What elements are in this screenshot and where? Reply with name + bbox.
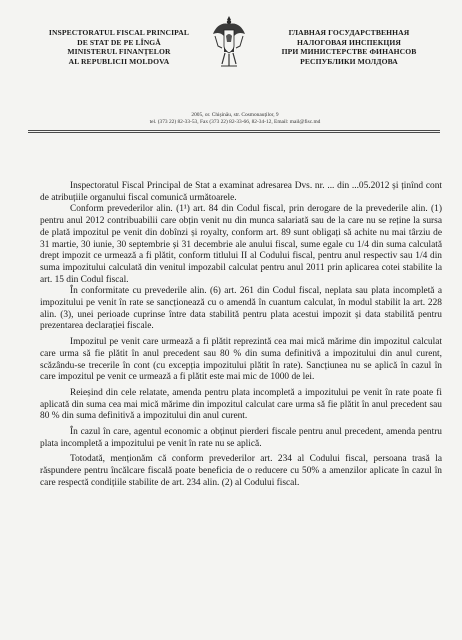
coat-of-arms-icon bbox=[212, 12, 246, 74]
body-paragraph: Totodată, menționăm că conform prevederilor art. 234 al Codului fiscal, persoana trasă la răspundere pentru încălcare fiscală poate beneficia de o reducere cu 50% a amenzilor aplicate în cazul în care respectă condițiile stabilite de art. 234 alin. (2) al Codului fiscal. bbox=[40, 454, 442, 488]
header-left-line: INSPECTORATUL FISCAL PRINCIPAL bbox=[48, 28, 190, 37]
body-paragraph: În conformitate cu prevederile alin. (6) art. 261 din Codul fiscal, neplata sau plata incompletă a impozitului pe venit în rate se sancționează cu o amendă în cuantum calculat, în modul stabilit la art. 228 alin. (3), unei perioade cuprinse între data stabilită pentru plata acestui impozit și data stabilită pentru prezentarea declarației fiscale. bbox=[40, 286, 442, 332]
header-divider-thin bbox=[28, 132, 440, 133]
header-right-line: РЕСПУБЛИКИ МОЛДОВА bbox=[300, 56, 398, 66]
header-divider bbox=[28, 130, 440, 131]
body-paragraph: În cazul în care, agentul economic a obținut pierderi fiscale pentru anul precedent, amenda pentru plata incompletă a impozitului pe venit în rate nu se aplică. bbox=[40, 427, 442, 449]
header-left-line: DE STAT DE PE LÎNGĂ bbox=[77, 37, 161, 47]
body-paragraph: Reieșind din cele relatate, amenda pentru plata incompletă a impozitului pe venit în rate poate fi aplicată din suma cea mai mică mărime din impozitul calculat care urma să fie plătit în anul precedent sau 80 % din suma definitivă a impozitului din anul curent. bbox=[40, 387, 442, 422]
header-right-line: ГЛАВНАЯ ГОСУДАРСТВЕННАЯ bbox=[288, 28, 410, 37]
header-left-institution bbox=[34, 28, 204, 66]
header-right-institution bbox=[264, 28, 434, 66]
header-right-line: ПРИ МИНИСТЕРСТВЕ ФИНАНСОВ bbox=[281, 47, 417, 57]
body-paragraph: Conform prevederilor alin. (1¹) art. 84 din Codul fiscal, prin derogare de la prevederile alin. (1) pentru anul 2012 contribuabilii care obțin venit nu din munca salariată sau de la care nu se reține la sursa de plată impozitul pe venit din dobînzi și royalty, conform art. 89 sunt obligați să achite nu mai târziu de 31 martie, 30 iunie, 30 septembrie și 31 decembrie ale anului fiscal, sume egale cu 1/4 din suma calculată drept impozit ce urmează a fi plătit, conform titlului II al Codului fiscal, pentru anul respectiv sau 1/4 din suma impozitului calculată din venitul impozabil calculat pentru anul 2011 prin aplicarea cotei stabilite la art. 15 din Codul fiscal. bbox=[40, 204, 442, 285]
body-paragraph: Impozitul pe venit care urmează a fi plătit reprezintă cea mai mică mărime din impozitul calculat care urma să fie plătit în anul precedent sau 80 % din suma definitivă a impozitului din anul curent, scăzându-se trecerile în cont (cu excepția impozitului plătit în rate). Sancțiunea nu se aplică în cazul în care impozitul pe venit ce urmează a fi plătit este mai mic de 1000 de lei. bbox=[40, 337, 442, 383]
header-right-line: НАЛОГОВАЯ ИНСПЕКЦИЯ bbox=[297, 37, 401, 47]
address-contacts: tel. (373 22) 82-33-53, Fax (373 22) 82-33-66, 82-34-12, Email: mail@fisc.md bbox=[149, 119, 321, 126]
address-street: 2005, or. Chișinău, str. Cosmonauților, 9 bbox=[191, 112, 279, 118]
address-block bbox=[60, 112, 410, 127]
header-left-line: MINISTERUL FINANȚELOR bbox=[67, 47, 171, 57]
letter-body bbox=[40, 181, 442, 490]
header-left-line: AL REPUBLICII MOLDOVA bbox=[68, 56, 170, 66]
intro-paragraph: Inspectoratul Fiscal Principal de Stat a examinat adresarea Dvs. nr. ... din ...05.2012 și ținînd cont de atribuțiile organului fiscal comunică următoarele. bbox=[40, 181, 442, 203]
